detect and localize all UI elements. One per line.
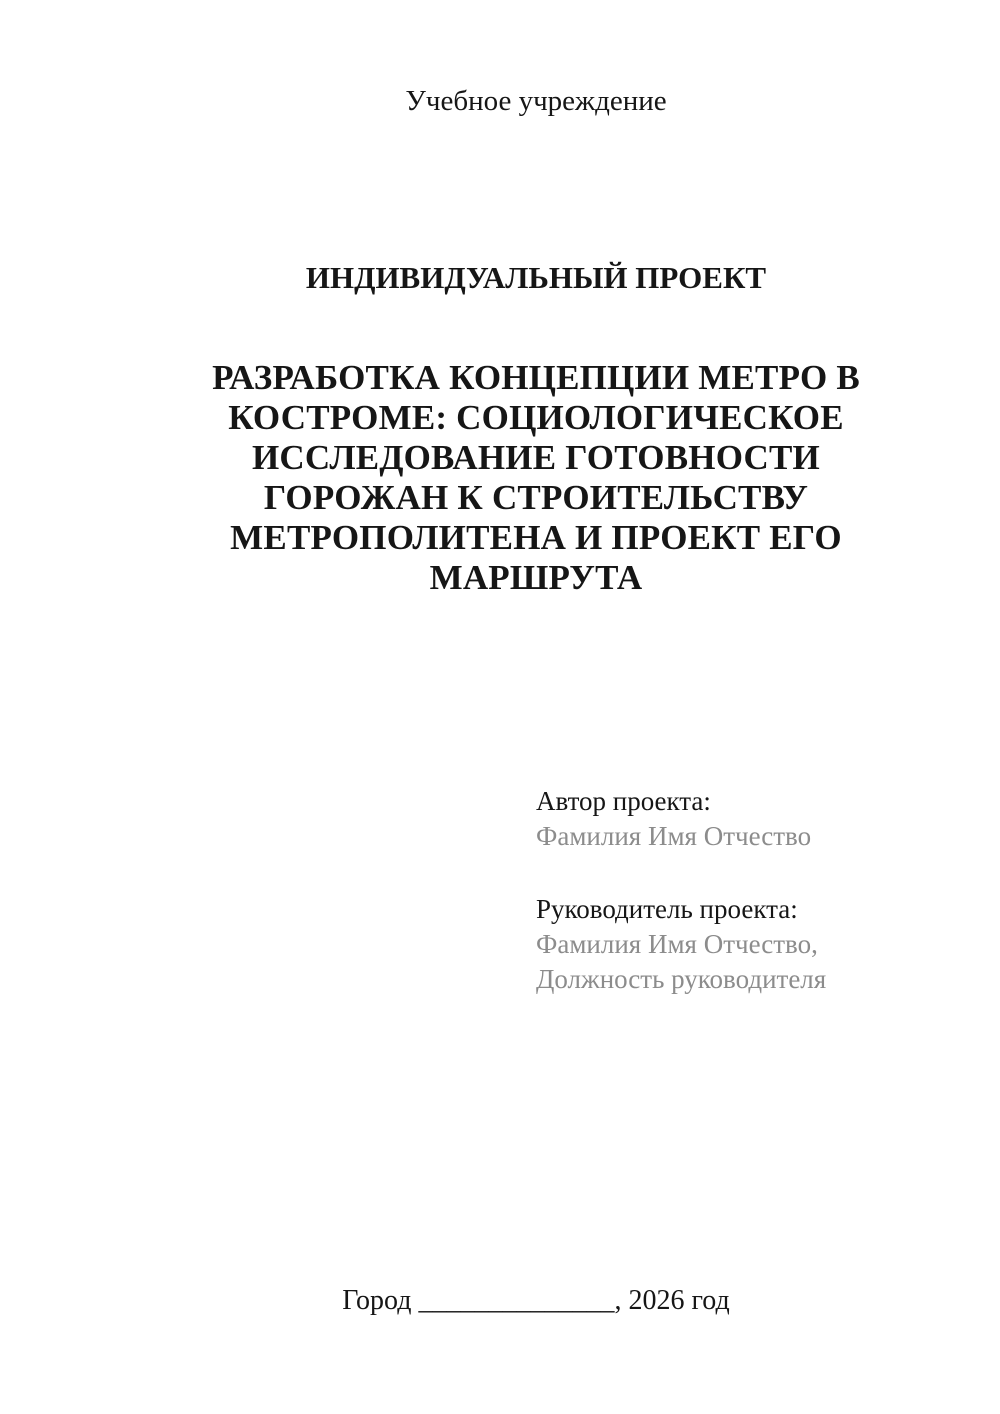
supervisor-position-placeholder: Должность руководителя <box>536 964 827 994</box>
city-year-line: Город ______________, 2026 год <box>342 1285 730 1316</box>
supervisor-name-placeholder: Фамилия Имя Отчество, <box>536 929 818 959</box>
project-title-line: МАРШРУТА <box>429 558 643 597</box>
project-title-line: МЕТРОПОЛИТЕНА И ПРОЕКТ ЕГО <box>230 518 842 557</box>
author-name-placeholder: Фамилия Имя Отчество <box>536 821 812 851</box>
supervisor-label: Руководитель проекта: <box>536 894 798 924</box>
project-type-heading: ИНДИВИДУАЛЬНЫЙ ПРОЕКТ <box>305 260 767 295</box>
supervisor-group <box>536 892 826 997</box>
project-title-line: ГОРОЖАН К СТРОИТЕЛЬСТВУ <box>263 478 809 517</box>
project-title-line: РАЗРАБОТКА КОНЦЕПЦИИ МЕТРО В <box>212 358 860 397</box>
project-title-line: КОСТРОМЕ: СОЦИОЛОГИЧЕСКОЕ <box>228 398 844 437</box>
project-title <box>143 358 929 598</box>
project-title-line: ИССЛЕДОВАНИЕ ГОТОВНОСТИ <box>252 438 820 477</box>
institution-name: Учебное учреждение <box>405 85 667 117</box>
credits-block <box>536 784 826 997</box>
author-label: Автор проекта: <box>536 786 711 816</box>
author-group <box>536 784 826 854</box>
